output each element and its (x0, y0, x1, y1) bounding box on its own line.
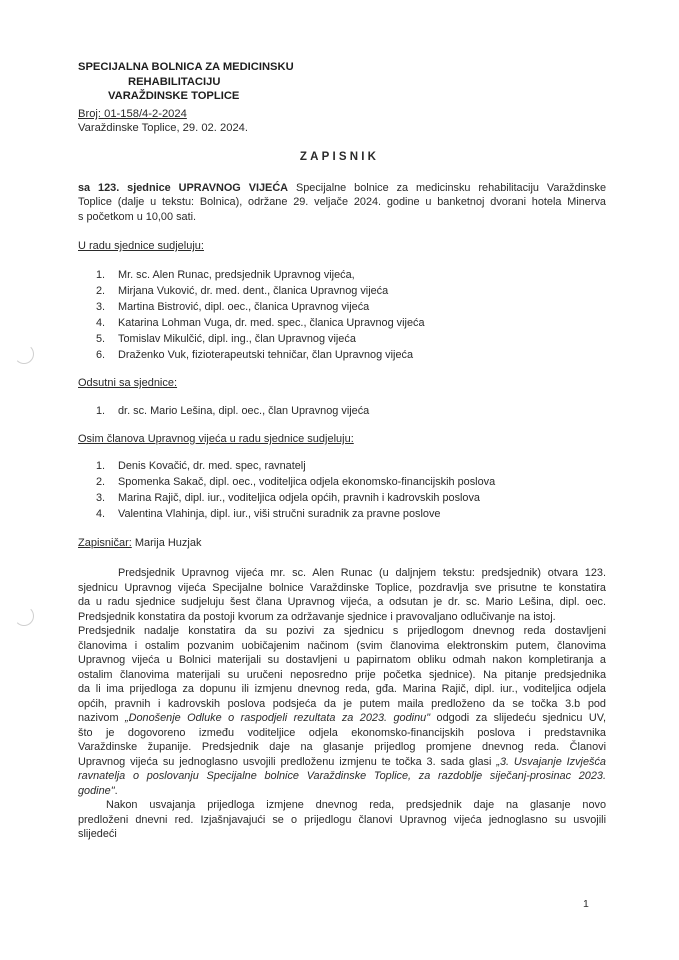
body-line: Upravnog vijeća u Bolnici materijali su dostavljeni u papirnatom obliku odmah nakon kompletiranja a (78, 654, 606, 666)
place-and-date: Varaždinske Toplice, 29. 02. 2024. (78, 122, 248, 134)
intro-line-3: s početkom u 10,00 sati. (78, 210, 197, 223)
list-item: 2. Mirjana Vuković, dr. med. dent., članica Upravnog vijeća (96, 285, 389, 297)
list-item: 4. Katarina Lohman Vuga, dr. med. spec., članica Upravnog vijeća (96, 317, 425, 329)
body-line: da li ima prijedloga za dopunu ili izmjenu dnevnog reda, gđa. Marina Rajič, dipl. iur., voditeljica odjela (78, 683, 606, 695)
list-item: 6. Draženko Vuk, fizioterapeutski tehničar, član Upravnog vijeća (96, 349, 414, 361)
body-line: članovima i ostalim pozvanim uobičajenim načinom (svim članovima elektronskim putem, članovima (78, 639, 606, 652)
intro-line-1-rest: Specijalne bolnice za medicinsku rehabilitaciju Varaždinske (295, 182, 606, 194)
others-heading: Osim članova Upravnog vijeća u radu sjednice sudjeluju: (78, 433, 354, 445)
institution-line-3: VARAŽDINSKE TOPLICE (108, 90, 240, 102)
institution-header (78, 60, 294, 104)
body-line: Upravnog vijeća su jednoglasno usvojili predloženu izmjenu te točka 3. sada glasi „3. Usvajanje Izvješća (78, 755, 606, 768)
body-line: Varaždinske županije. Predsjednik daje na glasanje prijedlog promjene dnevnog reda. Članovi (78, 741, 606, 753)
body-line: Predsjednik Upravnog vijeća mr. sc. Alen Runac (u daljnjem tekstu: predsjednik) otvara 123. (118, 567, 606, 579)
page-number: 1 (583, 898, 589, 910)
intro-paragraph (78, 181, 606, 224)
recorder-line (78, 537, 202, 549)
intro-line-2: Toplice (dalje u tekstu: Bolnica), održane 29. veljače 2024. godine u banketnoj dvorani hotela Minerva (78, 196, 606, 209)
body-line: predloženi dnevni red. Izjašnjavajući se o prijedlogu članovi Upravnog vijeća jednoglasno su usvojili (78, 813, 606, 826)
list-item: 4. Valentina Vlahinja, dipl. iur., viši stručni suradnik za pravne poslove (96, 508, 441, 520)
list-item: 5. Tomislav Mikulčić, dipl. ing., član Upravnog vijeća (96, 333, 356, 345)
body-line: slijedeći (78, 828, 117, 840)
body-line: ostalim članovima materijali su uručeni neposredno prije početka sjednice). Na pitanje predsjednika (78, 668, 606, 681)
body-line: sjednicu Upravnog vijeća Specijalne bolnice Varaždinske Toplice, pozdravlja sve prisutne te konstatira (78, 581, 606, 594)
body-line: Nakon usvajanja prijedloga izmjene dnevnog reda, predsjednik daje na glasanje novo (106, 799, 606, 811)
present-list (78, 267, 425, 363)
body-line: da u radu sjednice sudjeluju šest člana Upravnog vijeća, a odsutan je dr. sc. Mario Lešina, dipl. oec. (78, 596, 606, 608)
list-item: 3. Martina Bistrović, dipl. oec., članica Upravnog vijeća (96, 301, 370, 313)
body-line: Predsjednik nadalje konstatira da su pozivi za sjednicu s prijedlogom dnevnog reda dostavljeni (78, 625, 606, 637)
punch-hole-mark (14, 606, 34, 626)
body-line: godine". (78, 784, 118, 797)
list-item: 2. Spomenka Sakač, dipl. oec., voditeljica odjela ekonomsko-financijskih poslova (96, 476, 496, 488)
recorder-name: Marija Huzjak (134, 537, 202, 549)
document-title: ZAPISNIK (299, 151, 380, 163)
document-number: Broj: 01-158/4-2-2024 (78, 108, 187, 120)
body-line: Predsjednik konstatira da postoji kvorum za održavanje sjednice i pravovaljano odlučivanje na istoj. (78, 610, 556, 623)
minutes-body (78, 566, 606, 842)
institution-line-2: REHABILITACIJU (128, 75, 221, 88)
present-heading: U radu sjednice sudjeluju: (78, 240, 204, 252)
others-list (78, 458, 495, 522)
intro-line-1: sa 123. sjednice UPRAVNOG VIJEĆA Specijalne bolnice za medicinsku rehabilitaciju Varaždinske (78, 182, 606, 194)
recorder-label: Zapisničar: (78, 537, 132, 549)
absent-list (78, 403, 369, 419)
institution-line-1: SPECIJALNA BOLNICA ZA MEDICINSKU (78, 61, 294, 73)
list-item: 1. Mr. sc. Alen Runac, predsjednik Upravnog vijeća, (96, 269, 355, 281)
list-item: 3. Marina Rajič, dipl. iur., voditeljica odjela općih, pravnih i kadrovskih poslova (96, 492, 480, 504)
absent-heading: Odsutni sa sjednice: (78, 377, 178, 389)
body-line: nazivom „Donošenje Odluke o raspodjeli rezultata za 2023. godinu" odgodi za slijedeću sjednicu UV, (78, 712, 606, 724)
body-line: što je dogovoreno između voditeljice odjela ekonomsko-financijskih poslova i predstavnika (78, 726, 606, 739)
body-line: općih, pravnih i kadrovskih poslova podsjeća da je putem maila predloženo da se točka 3.b pod (78, 697, 606, 710)
body-line: ravnatelja o poslovanju Specijalne bolnice Varaždinske Toplice, za razdoblje siječanj-prosinac 2023. (78, 770, 606, 782)
list-item: 1. Denis Kovačić, dr. med. spec, ravnatelj (96, 460, 306, 472)
list-item: 1. dr. sc. Mario Lešina, dipl. oec., član Upravnog vijeća (96, 405, 370, 417)
punch-hole-mark (14, 344, 34, 364)
